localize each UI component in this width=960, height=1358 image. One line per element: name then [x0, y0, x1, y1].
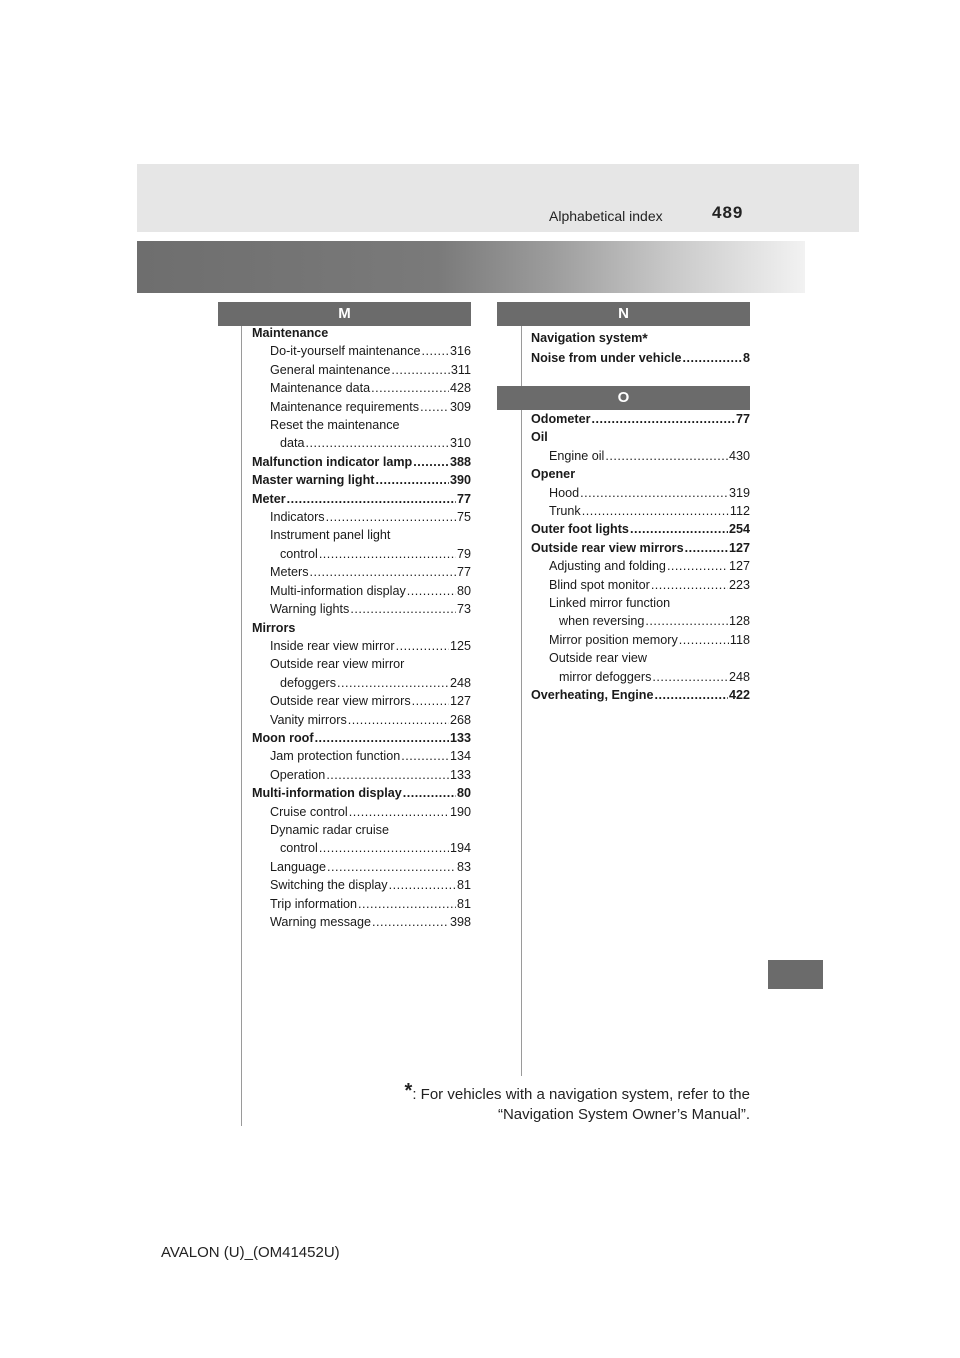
- footnote-line-2: “Navigation System Owner’s Manual”.: [497, 1106, 750, 1123]
- entry-text: control: [280, 841, 318, 856]
- entry-page: 127: [449, 694, 471, 709]
- dot-leader: [652, 668, 728, 686]
- entry-text: Navigation system: [531, 331, 643, 345]
- dot-leader: [371, 379, 449, 397]
- document-code: AVALON (U)_(OM41452U): [161, 1244, 340, 1261]
- dot-leader: [319, 839, 449, 857]
- index-entry[interactable]: [252, 692, 471, 710]
- index-entry[interactable]: [252, 876, 471, 894]
- entry-text: Reset the maintenance: [270, 418, 400, 433]
- entry-page: 77: [456, 565, 471, 580]
- index-entry[interactable]: [531, 594, 750, 612]
- dot-leader: [306, 434, 449, 452]
- page-number: 489: [712, 203, 744, 222]
- index-entry[interactable]: [252, 434, 471, 452]
- dot-leader: [407, 582, 456, 600]
- entry-text: Jam protection function: [270, 749, 401, 764]
- index-entry[interactable]: [252, 508, 471, 526]
- entry-page: 81: [456, 878, 471, 893]
- entry-text: Oil: [531, 430, 548, 445]
- middle-column-rule: [521, 326, 522, 1076]
- index-entry[interactable]: [531, 576, 750, 594]
- entry-page: 128: [728, 614, 750, 629]
- index-entry[interactable]: [252, 563, 471, 581]
- entry-page: 112: [729, 504, 750, 519]
- entry-text: Switching the display: [270, 878, 388, 893]
- index-entry[interactable]: [252, 545, 471, 563]
- entry-page: 8: [742, 351, 750, 365]
- dot-leader: [326, 508, 456, 526]
- entry-page: 127: [728, 559, 750, 574]
- index-entry[interactable]: [252, 619, 471, 637]
- entry-page: 254: [728, 522, 750, 537]
- entry-text: Indicators: [270, 510, 325, 525]
- dot-leader: [580, 484, 728, 502]
- entry-text: Meter: [252, 491, 286, 506]
- footnote-line-1: : For vehicles with a navigation system, refer to the: [412, 1086, 750, 1103]
- index-entry[interactable]: [252, 747, 471, 765]
- entry-text: Inside rear view mirror: [270, 638, 395, 653]
- index-entry[interactable]: [252, 766, 471, 784]
- entry-text: Odometer: [531, 412, 591, 426]
- entry-page: 311: [450, 362, 471, 377]
- entry-text: Engine oil: [549, 448, 605, 463]
- chapter-tab: [768, 960, 823, 989]
- entry-text: Malfunction indicator lamp: [252, 454, 413, 469]
- dot-leader: [396, 637, 449, 655]
- dot-leader: [679, 631, 729, 649]
- section-header-o: O: [497, 386, 750, 410]
- entry-text: Mirrors: [252, 620, 296, 635]
- entry-text: Outside rear view mirrors: [531, 540, 684, 555]
- entry-text: Adjusting and folding: [549, 559, 666, 574]
- entry-text: Opener: [531, 467, 576, 482]
- index-list-m: [252, 324, 471, 931]
- dot-leader: [348, 711, 449, 729]
- dot-leader: [682, 348, 742, 368]
- index-entry[interactable]: [531, 465, 750, 483]
- entry-page: 80: [456, 583, 471, 598]
- section-header-n: N: [497, 302, 750, 326]
- header-band: [137, 164, 859, 232]
- dot-leader: [319, 545, 456, 563]
- dot-leader: [391, 361, 450, 379]
- dot-leader: [372, 913, 449, 931]
- dot-leader: [413, 453, 449, 471]
- left-column-rule: [241, 326, 242, 1126]
- index-entry[interactable]: [252, 729, 471, 747]
- entry-page: 80: [456, 786, 471, 801]
- dot-leader: [327, 858, 456, 876]
- entry-page: 388: [449, 454, 471, 469]
- index-entry[interactable]: [252, 637, 471, 655]
- dot-leader: [582, 502, 729, 520]
- index-entry[interactable]: [252, 858, 471, 876]
- entry-page: 134: [449, 749, 471, 764]
- entry-text: data: [280, 436, 305, 451]
- entry-page: 79: [456, 546, 471, 561]
- entry-page: 422: [728, 688, 750, 703]
- entry-page: 248: [728, 669, 750, 684]
- entry-text: Outside rear view: [549, 651, 647, 666]
- dot-leader: [326, 766, 449, 784]
- entry-text: Cruise control: [270, 804, 348, 819]
- entry-text: Language: [270, 859, 327, 874]
- section-header-m: M: [218, 302, 471, 326]
- entry-text: Master warning light: [252, 473, 375, 488]
- index-entry[interactable]: [252, 526, 471, 544]
- index-entry[interactable]: [252, 490, 471, 508]
- index-entry[interactable]: [531, 410, 750, 428]
- entry-page: 118: [729, 632, 750, 647]
- index-entry[interactable]: [252, 342, 471, 360]
- entry-text: Maintenance data: [270, 381, 371, 396]
- dot-leader: [654, 686, 728, 704]
- entry-text: General maintenance: [270, 362, 391, 377]
- index-entry[interactable]: [531, 447, 750, 465]
- entry-page: 77: [456, 491, 471, 506]
- index-entry[interactable]: [252, 361, 471, 379]
- entry-text: Vanity mirrors: [270, 712, 347, 727]
- index-entry[interactable]: [252, 416, 471, 434]
- dot-leader: [591, 410, 735, 428]
- dot-leader: [412, 692, 449, 710]
- entry-page: 316: [449, 344, 471, 359]
- index-entry[interactable]: [252, 784, 471, 802]
- entry-text: Moon roof: [252, 730, 314, 745]
- entry-page: 133: [449, 730, 471, 745]
- index-entry[interactable]: [252, 895, 471, 913]
- dot-leader: [401, 747, 449, 765]
- footnote-star: *: [404, 1080, 413, 1102]
- entry-page: 309: [449, 399, 471, 414]
- entry-page: 133: [449, 767, 471, 782]
- entry-page: 248: [449, 675, 471, 690]
- dot-leader: [605, 447, 728, 465]
- index-list-o: [531, 410, 750, 705]
- index-entry[interactable]: [531, 502, 750, 520]
- entry-text: Warning message: [270, 915, 372, 929]
- entry-text: Trunk: [549, 504, 581, 519]
- entry-text: Instrument panel light: [270, 528, 391, 543]
- entry-page: 125: [449, 638, 471, 653]
- entry-text: Overheating, Engine: [531, 688, 654, 703]
- dot-leader: [630, 520, 728, 538]
- entry-text: Maintenance requirements: [270, 399, 420, 414]
- entry-page: 194: [449, 841, 471, 856]
- entry-page: 190: [449, 804, 471, 819]
- entry-text: Dynamic radar cruise: [270, 822, 389, 837]
- dot-leader: [310, 563, 456, 581]
- index-entry[interactable]: [252, 821, 471, 839]
- entry-text: Multi-information display: [252, 786, 402, 801]
- entry-text: Maintenance: [252, 326, 329, 340]
- footnote-marker: *: [642, 330, 648, 346]
- index-list-n: [531, 328, 750, 368]
- entry-page: 430: [728, 448, 750, 463]
- entry-text: defoggers: [280, 675, 337, 690]
- index-entry[interactable]: [531, 631, 750, 649]
- entry-page: 223: [728, 577, 750, 592]
- entry-text: when reversing: [559, 614, 645, 629]
- dot-leader: [375, 471, 449, 489]
- index-entry[interactable]: [531, 612, 750, 630]
- entry-page: 268: [449, 712, 471, 727]
- index-entry[interactable]: [252, 600, 471, 618]
- index-entry[interactable]: [531, 484, 750, 502]
- entry-text: Mirror position memory: [549, 632, 678, 647]
- entry-text: Outside rear view mirror: [270, 657, 405, 672]
- entry-text: Multi-information display: [270, 583, 406, 598]
- index-entry[interactable]: [252, 453, 471, 471]
- entry-page: 73: [456, 602, 471, 617]
- entry-text: control: [280, 546, 318, 561]
- index-entry[interactable]: [531, 539, 750, 557]
- entry-page: 127: [728, 540, 750, 555]
- index-entry[interactable]: [252, 655, 471, 673]
- entry-text: mirror defoggers: [559, 669, 652, 684]
- entry-text: Outer foot lights: [531, 522, 629, 537]
- index-entry[interactable]: [531, 668, 750, 686]
- entry-page: 310: [449, 436, 471, 451]
- index-entry[interactable]: [252, 674, 471, 692]
- entry-text: Operation: [270, 767, 326, 782]
- entry-text: Blind spot monitor: [549, 577, 650, 592]
- index-entry[interactable]: [531, 649, 750, 667]
- index-entry[interactable]: [252, 839, 471, 857]
- dot-leader: [685, 539, 728, 557]
- footnote: [350, 1081, 750, 1125]
- entry-page: 83: [456, 859, 471, 874]
- index-entry[interactable]: [252, 324, 471, 342]
- dot-leader: [645, 612, 728, 630]
- entry-text: Warning lights: [270, 602, 350, 617]
- index-entry[interactable]: [252, 471, 471, 489]
- index-entry[interactable]: [531, 686, 750, 704]
- dot-leader: [667, 557, 728, 575]
- entry-text: Noise from under vehicle: [531, 351, 682, 365]
- index-entry[interactable]: [252, 803, 471, 821]
- decorative-banner: [137, 241, 805, 293]
- dot-leader: [350, 600, 456, 618]
- dot-leader: [315, 729, 449, 747]
- index-entry[interactable]: [531, 348, 750, 368]
- entry-page: 81: [456, 896, 471, 911]
- index-entry[interactable]: [531, 328, 750, 348]
- entry-page: 319: [728, 485, 750, 500]
- index-entry[interactable]: [531, 520, 750, 538]
- index-entry[interactable]: [252, 582, 471, 600]
- dot-leader: [358, 895, 456, 913]
- index-entry[interactable]: [252, 379, 471, 397]
- entry-page: 75: [456, 510, 471, 525]
- index-entry[interactable]: [531, 557, 750, 575]
- entry-text: Outside rear view mirrors: [270, 694, 411, 709]
- section-title: Alphabetical index: [549, 208, 663, 224]
- dot-leader: [651, 576, 728, 594]
- dot-leader: [389, 876, 456, 894]
- index-entry[interactable]: [252, 711, 471, 729]
- index-entry[interactable]: [252, 398, 471, 416]
- entry-text: Linked mirror function: [549, 596, 671, 611]
- index-entry[interactable]: [252, 913, 471, 931]
- dot-leader: [403, 784, 456, 802]
- dot-leader: [420, 398, 449, 416]
- entry-text: Trip information: [270, 896, 358, 911]
- dot-leader: [422, 342, 449, 360]
- entry-page: 428: [449, 381, 471, 396]
- dot-leader: [287, 490, 456, 508]
- dot-leader: [337, 674, 449, 692]
- entry-text: Do-it-yourself maintenance: [270, 344, 421, 359]
- entry-text: Meters: [270, 565, 309, 580]
- entry-text: Hood: [549, 485, 580, 500]
- entry-page: 77: [735, 412, 750, 426]
- entry-page: 398: [449, 915, 471, 929]
- entry-page: 390: [449, 473, 471, 488]
- index-entry[interactable]: [531, 428, 750, 446]
- dot-leader: [349, 803, 449, 821]
